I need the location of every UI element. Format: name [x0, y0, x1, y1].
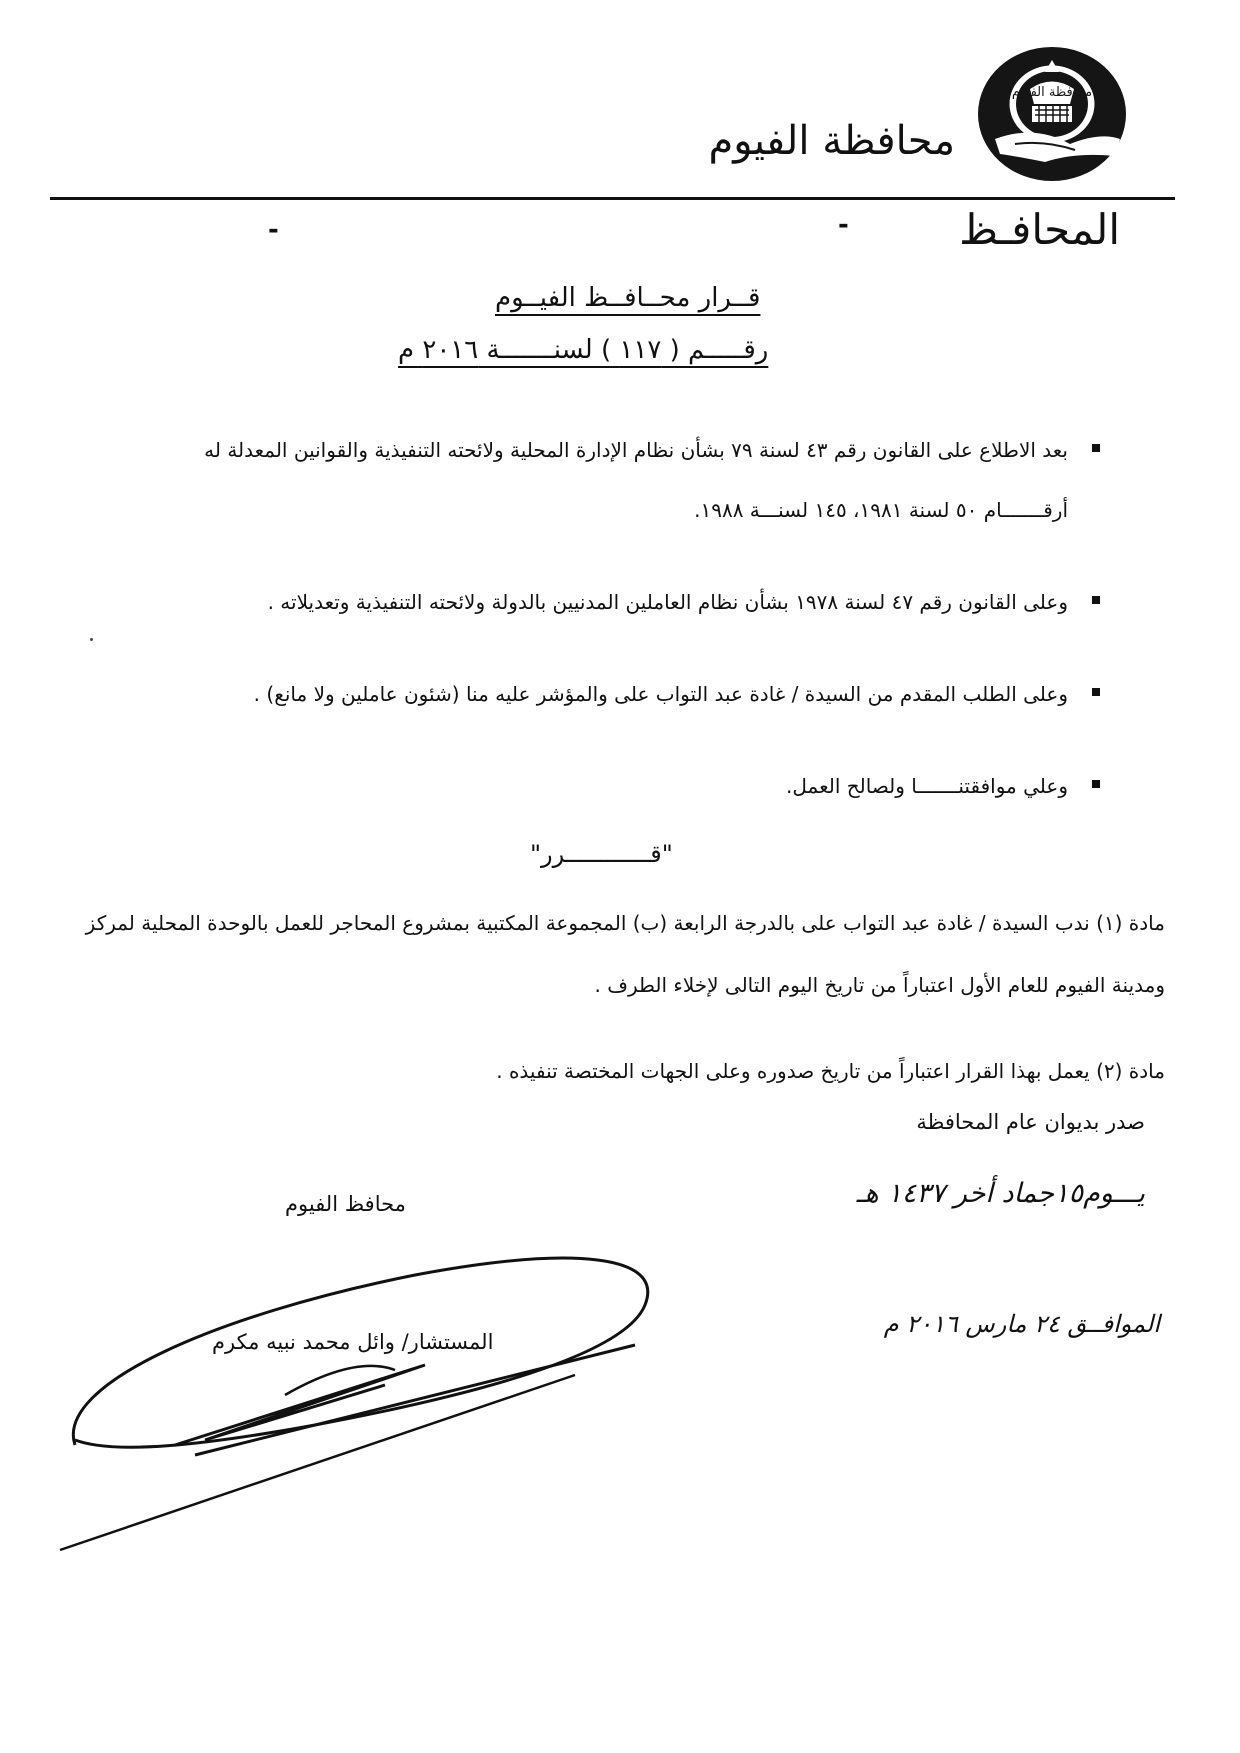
handwritten-signature — [55, 1235, 675, 1555]
bullet-icon — [1092, 780, 1100, 788]
header-dash-right: - — [838, 210, 849, 240]
article-2: مادة (٢) يعمل بهذا القرار اعتباراً من تاريخ صدوره وعلى الجهات المختصة تنفيذه . — [496, 1059, 1165, 1083]
logo-text: محافظة الفيوم — [1011, 85, 1093, 100]
scan-speck — [90, 638, 93, 641]
preamble-list — [140, 420, 1100, 848]
bullet-icon — [1092, 444, 1100, 452]
governorate-logo — [975, 44, 1130, 184]
issued-at: صدر بديوان عام المحافظة — [916, 1110, 1145, 1134]
header-dash-left: - — [268, 215, 279, 245]
preamble-text: بعد الاطلاع على القانون رقم ٤٣ لسنة ٧٩ بشأن نظام الإدارة المحلية ولائحته التنفيذية والقوانين المعدلة له أرقـــــــام ٥٠ لسنة ١٩٨١، ١٤٥ لسنـــة ١٩٨٨. — [204, 438, 1068, 522]
preamble-text: وعلى الطلب المقدم من السيدة / غادة عبد التواب على والمؤشر عليه منا (شئون عاملين ولا مانع) . — [253, 682, 1068, 706]
gregorian-date: الموافــق ٢٤ مارس ٢٠١٦ م — [883, 1310, 1160, 1338]
preamble-item — [140, 756, 1100, 816]
resolved-heading: "قــــــــــــرر" — [530, 840, 673, 868]
bullet-icon — [1092, 688, 1100, 696]
preamble-item — [140, 664, 1100, 724]
bullet-icon — [1092, 596, 1100, 604]
preamble-text: وعلى القانون رقم ٤٧ لسنة ١٩٧٨ بشأن نظام العاملين المدنيين بالدولة ولائحته التنفيذية وتعديلاته . — [267, 590, 1068, 614]
preamble-item — [140, 572, 1100, 632]
governor-title: المحافـظ — [959, 205, 1120, 254]
decision-title: قــرار محــافــظ الفيــوم — [495, 283, 761, 313]
signatory-title: محافظ الفيوم — [285, 1192, 406, 1216]
article-1: مادة (١) ندب السيدة / غادة عبد التواب على بالدرجة الرابعة (ب) المجموعة المكتبية بمشروع المحاجر للعمل بالوحدة المحلية لمركز ومدينة الفيوم للعام الأول اعتباراً من تاريخ اليوم التالى لإخلاء الطرف . — [85, 911, 1165, 997]
preamble-text: وعلي موافقتنـــــــا ولصالح العمل. — [786, 774, 1068, 798]
preamble-item — [140, 420, 1100, 540]
decision-number: رقـــــم ( ١١٧ ) لسنـــــــة ٢٠١٦ م — [398, 335, 769, 365]
signatory-name: المستشار/ وائل محمد نبيه مكرم — [212, 1330, 494, 1354]
header-divider — [50, 197, 1175, 200]
hijri-date: يـــوم١٥جماد أخر ١٤٣٧ هـ — [856, 1178, 1145, 1209]
governorate-name: محافظة الفيوم — [708, 118, 955, 164]
